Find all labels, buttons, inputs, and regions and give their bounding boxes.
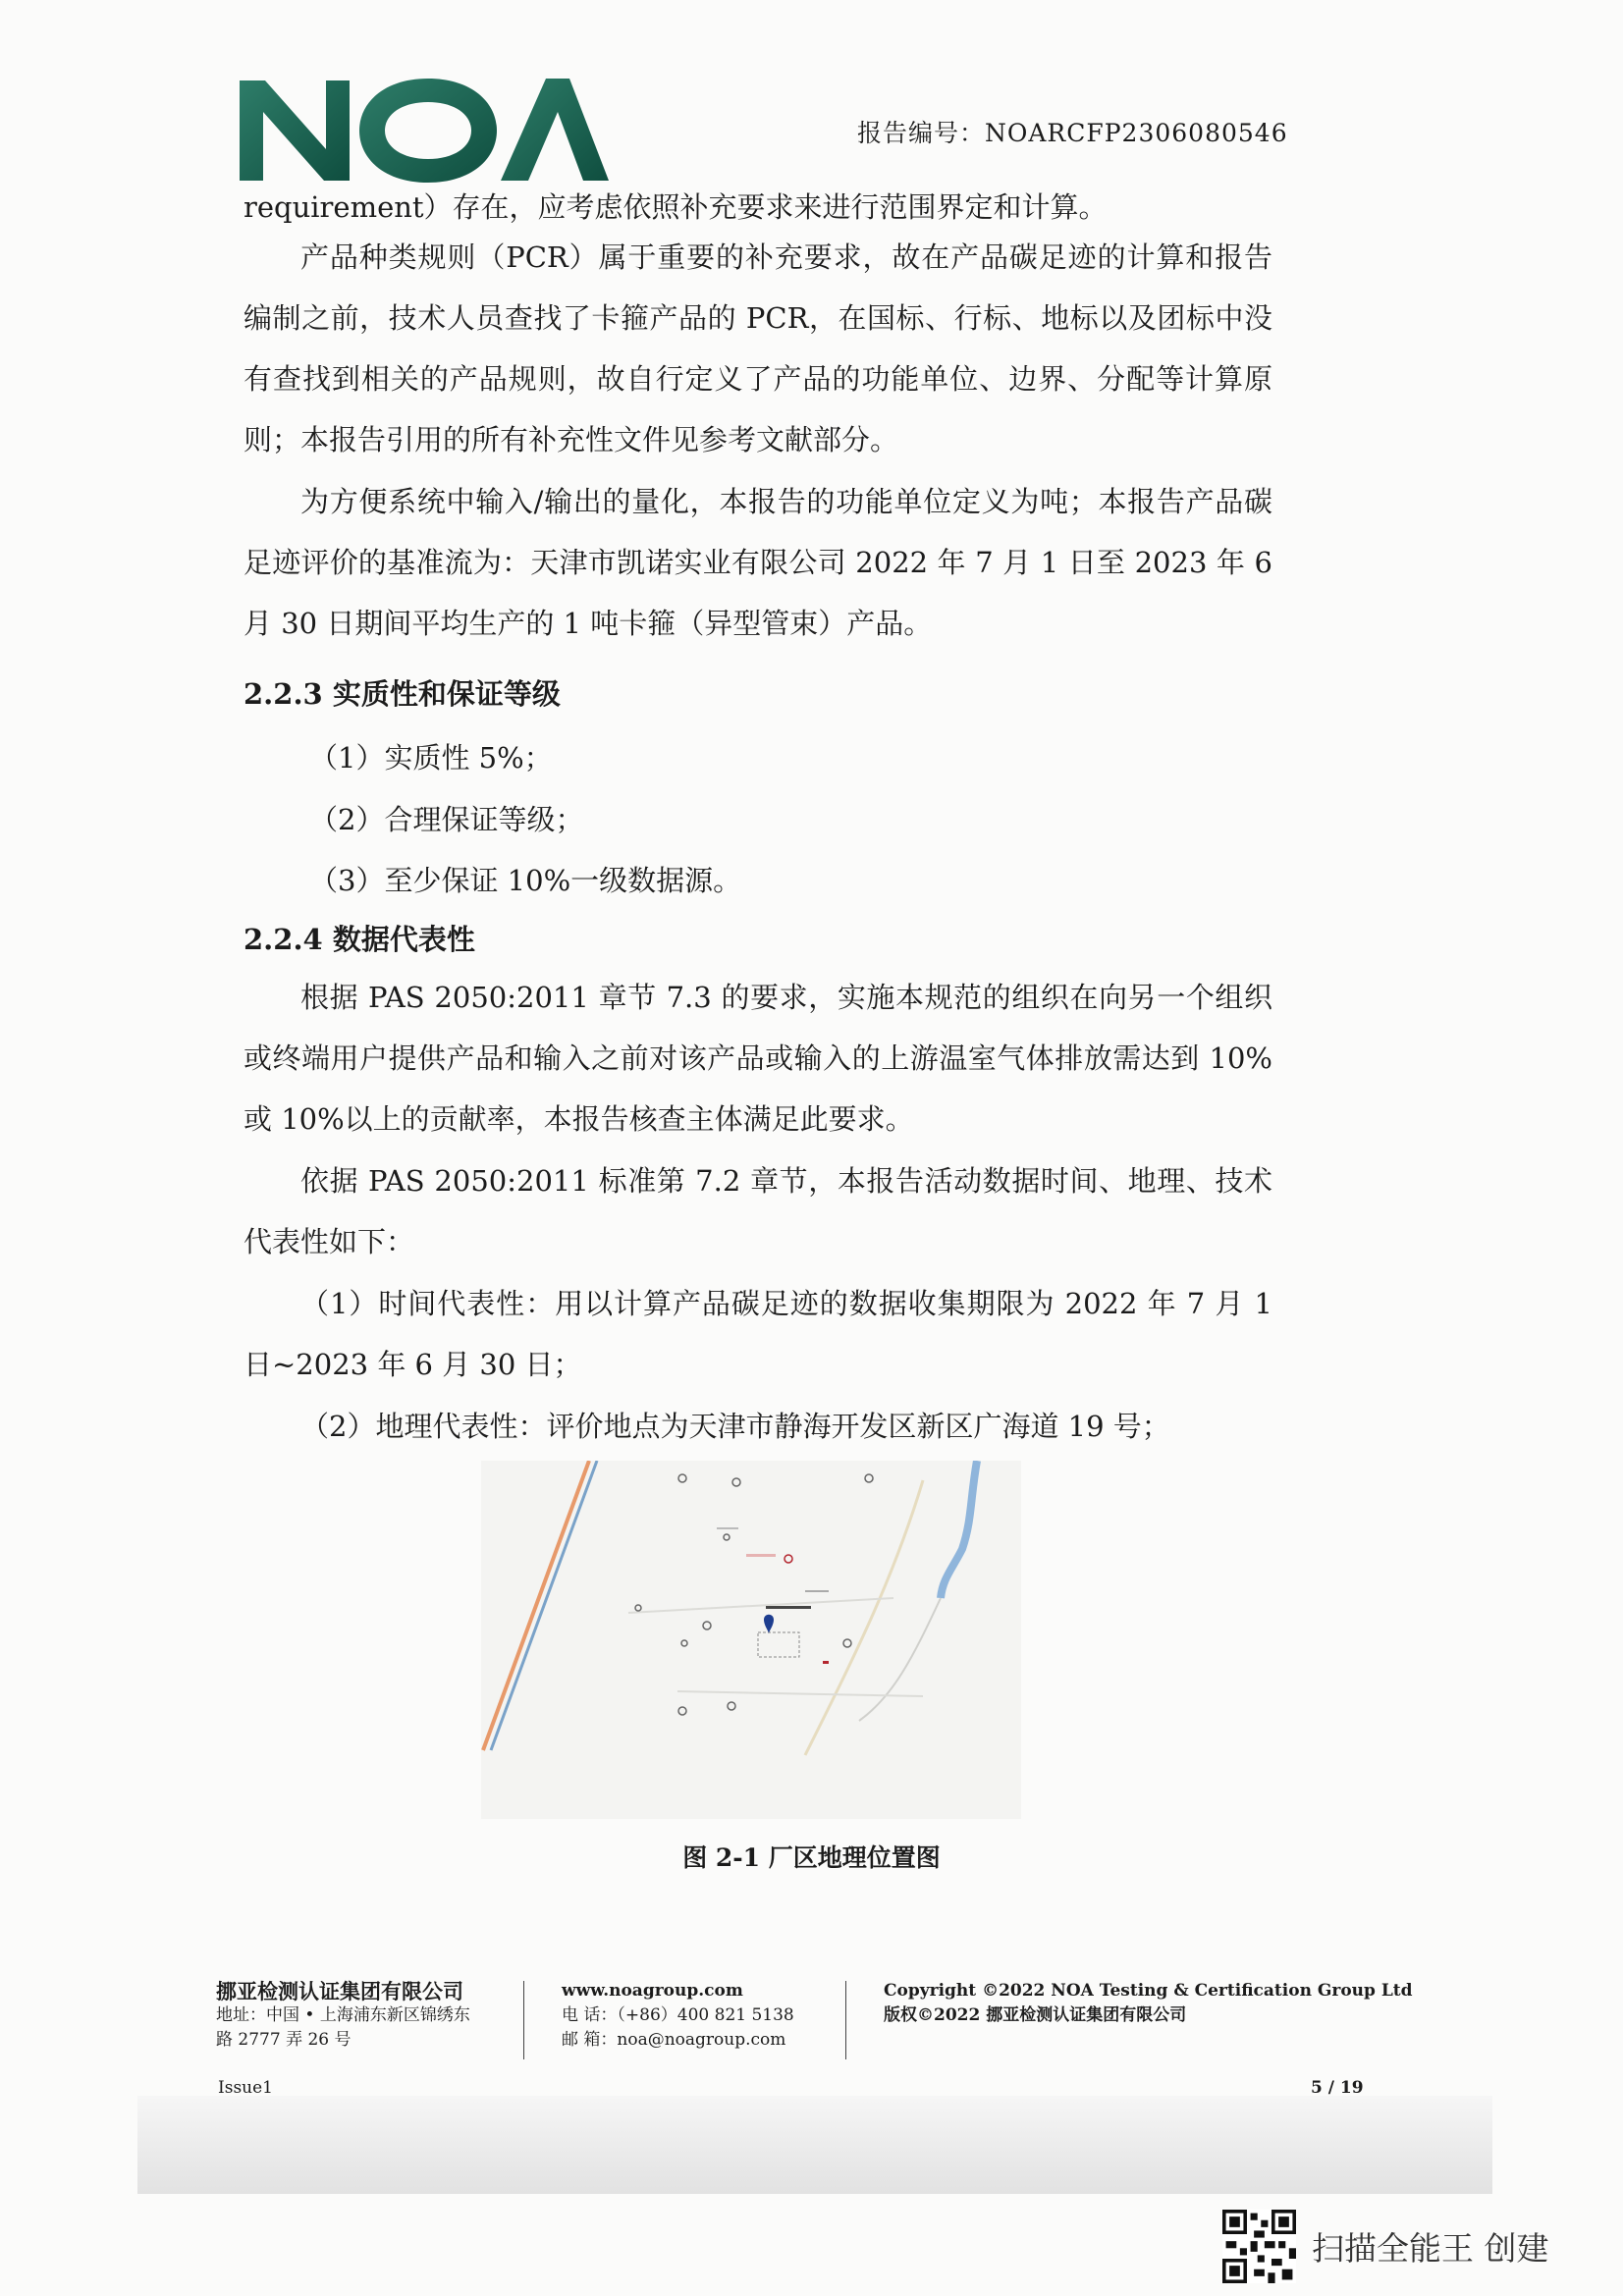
paragraph-requirement: requirement）存在，应考虑依照补充要求来进行范围界定和计算。 [243,190,1108,224]
footer-company-block [216,1979,470,2053]
footer-website: www.noagroup.com [562,1981,743,2001]
page-number: 5 / 19 [1311,2078,1364,2098]
paragraph-pas2050-7-3: 根据 PAS 2050:2011 章节 7.3 的要求，实施本规范的组织在向另一个组织或终端用户提供产品和输入之前对该产品或输入的上游温室气体排放需达到 10%或 10%以上的贡献率，本报告核查主体满足此要求。 [243,981,1272,1136]
footer-address-line: 路 2777 弄 26 号 [216,2030,352,2050]
footer-copyright-block [884,1979,1413,2028]
paragraph-time-representativeness: （1）时间代表性：用以计算产品碳足迹的数据收集期限为 2022 年 7 月 1 日~2023 年 6 月 30 日； [243,1287,1272,1381]
footer-phone: 电 话：（+86）400 821 5138 [562,2005,794,2025]
footer-address-line: 地址：中国 • 上海浦东新区锦绣东 [216,2005,470,2025]
noa-logo [236,73,609,187]
section-heading-2-2-3: 2.2.3 实质性和保证等级 [243,677,561,711]
figure-caption: 图 2-1 厂区地理位置图 [682,1843,941,1872]
footer-divider [845,1981,846,2059]
list-item: （2）合理保证等级； [309,803,584,836]
scanner-label: 扫描全能王 创建 [1312,2228,1549,2268]
issue-label: Issue1 [218,2078,273,2098]
scan-shadow [137,2096,1492,2194]
paragraph-functional-unit: 为方便系统中输入/输出的量化，本报告的功能单位定义为吨；本报告产品碳足迹评价的基准流为：天津市凯诺实业有限公司 2022 年 7 月 1 日至 2023 年 6 月 30 日期间平均生产的 1 吨卡箍（异型管束）产品。 [243,485,1272,640]
footer-copyright-en: Copyright ©2022 NOA Testing & Certification Group Ltd [884,1981,1413,2001]
footer-email: 邮 箱：noa@noagroup.com [562,2030,786,2050]
paragraph-pcr: 产品种类规则（PCR）属于重要的补充要求，故在产品碳足迹的计算和报告编制之前，技术人员查找了卡箍产品的 PCR，在国标、行标、地标以及团标中没有查找到相关的产品规则，故自行定义了产品的功能单位、边界、分配等计算原则；本报告引用的所有补充性文件见参考文献部分。 [243,240,1272,456]
paragraph-geo-representativeness: （2）地理代表性：评价地点为天津市静海开发区新区广海道 19 号； [300,1410,1170,1443]
factory-location-map [481,1461,1021,1819]
footer-contact-block [562,1979,794,2053]
list-item: （3）至少保证 10%一级数据源。 [309,864,742,897]
section-heading-2-2-4: 2.2.4 数据代表性 [243,923,475,956]
footer-divider [523,1981,524,2059]
scanner-watermark [1222,2207,1549,2285]
list-item: （1）实质性 5%； [309,741,553,774]
qr-code-icon [1222,2210,1296,2283]
red-marker [823,1661,829,1664]
paragraph-pas2050-7-2: 依据 PAS 2050:2011 标准第 7.2 章节，本报告活动数据时间、地理、技术代表性如下： [243,1164,1272,1258]
footer-copyright-cn: 版权©2022 挪亚检测认证集团有限公司 [884,2005,1187,2025]
footer-company-name: 挪亚检测认证集团有限公司 [216,1979,463,2003]
report-number: 报告编号：NOARCFP2306080546 [857,119,1288,147]
